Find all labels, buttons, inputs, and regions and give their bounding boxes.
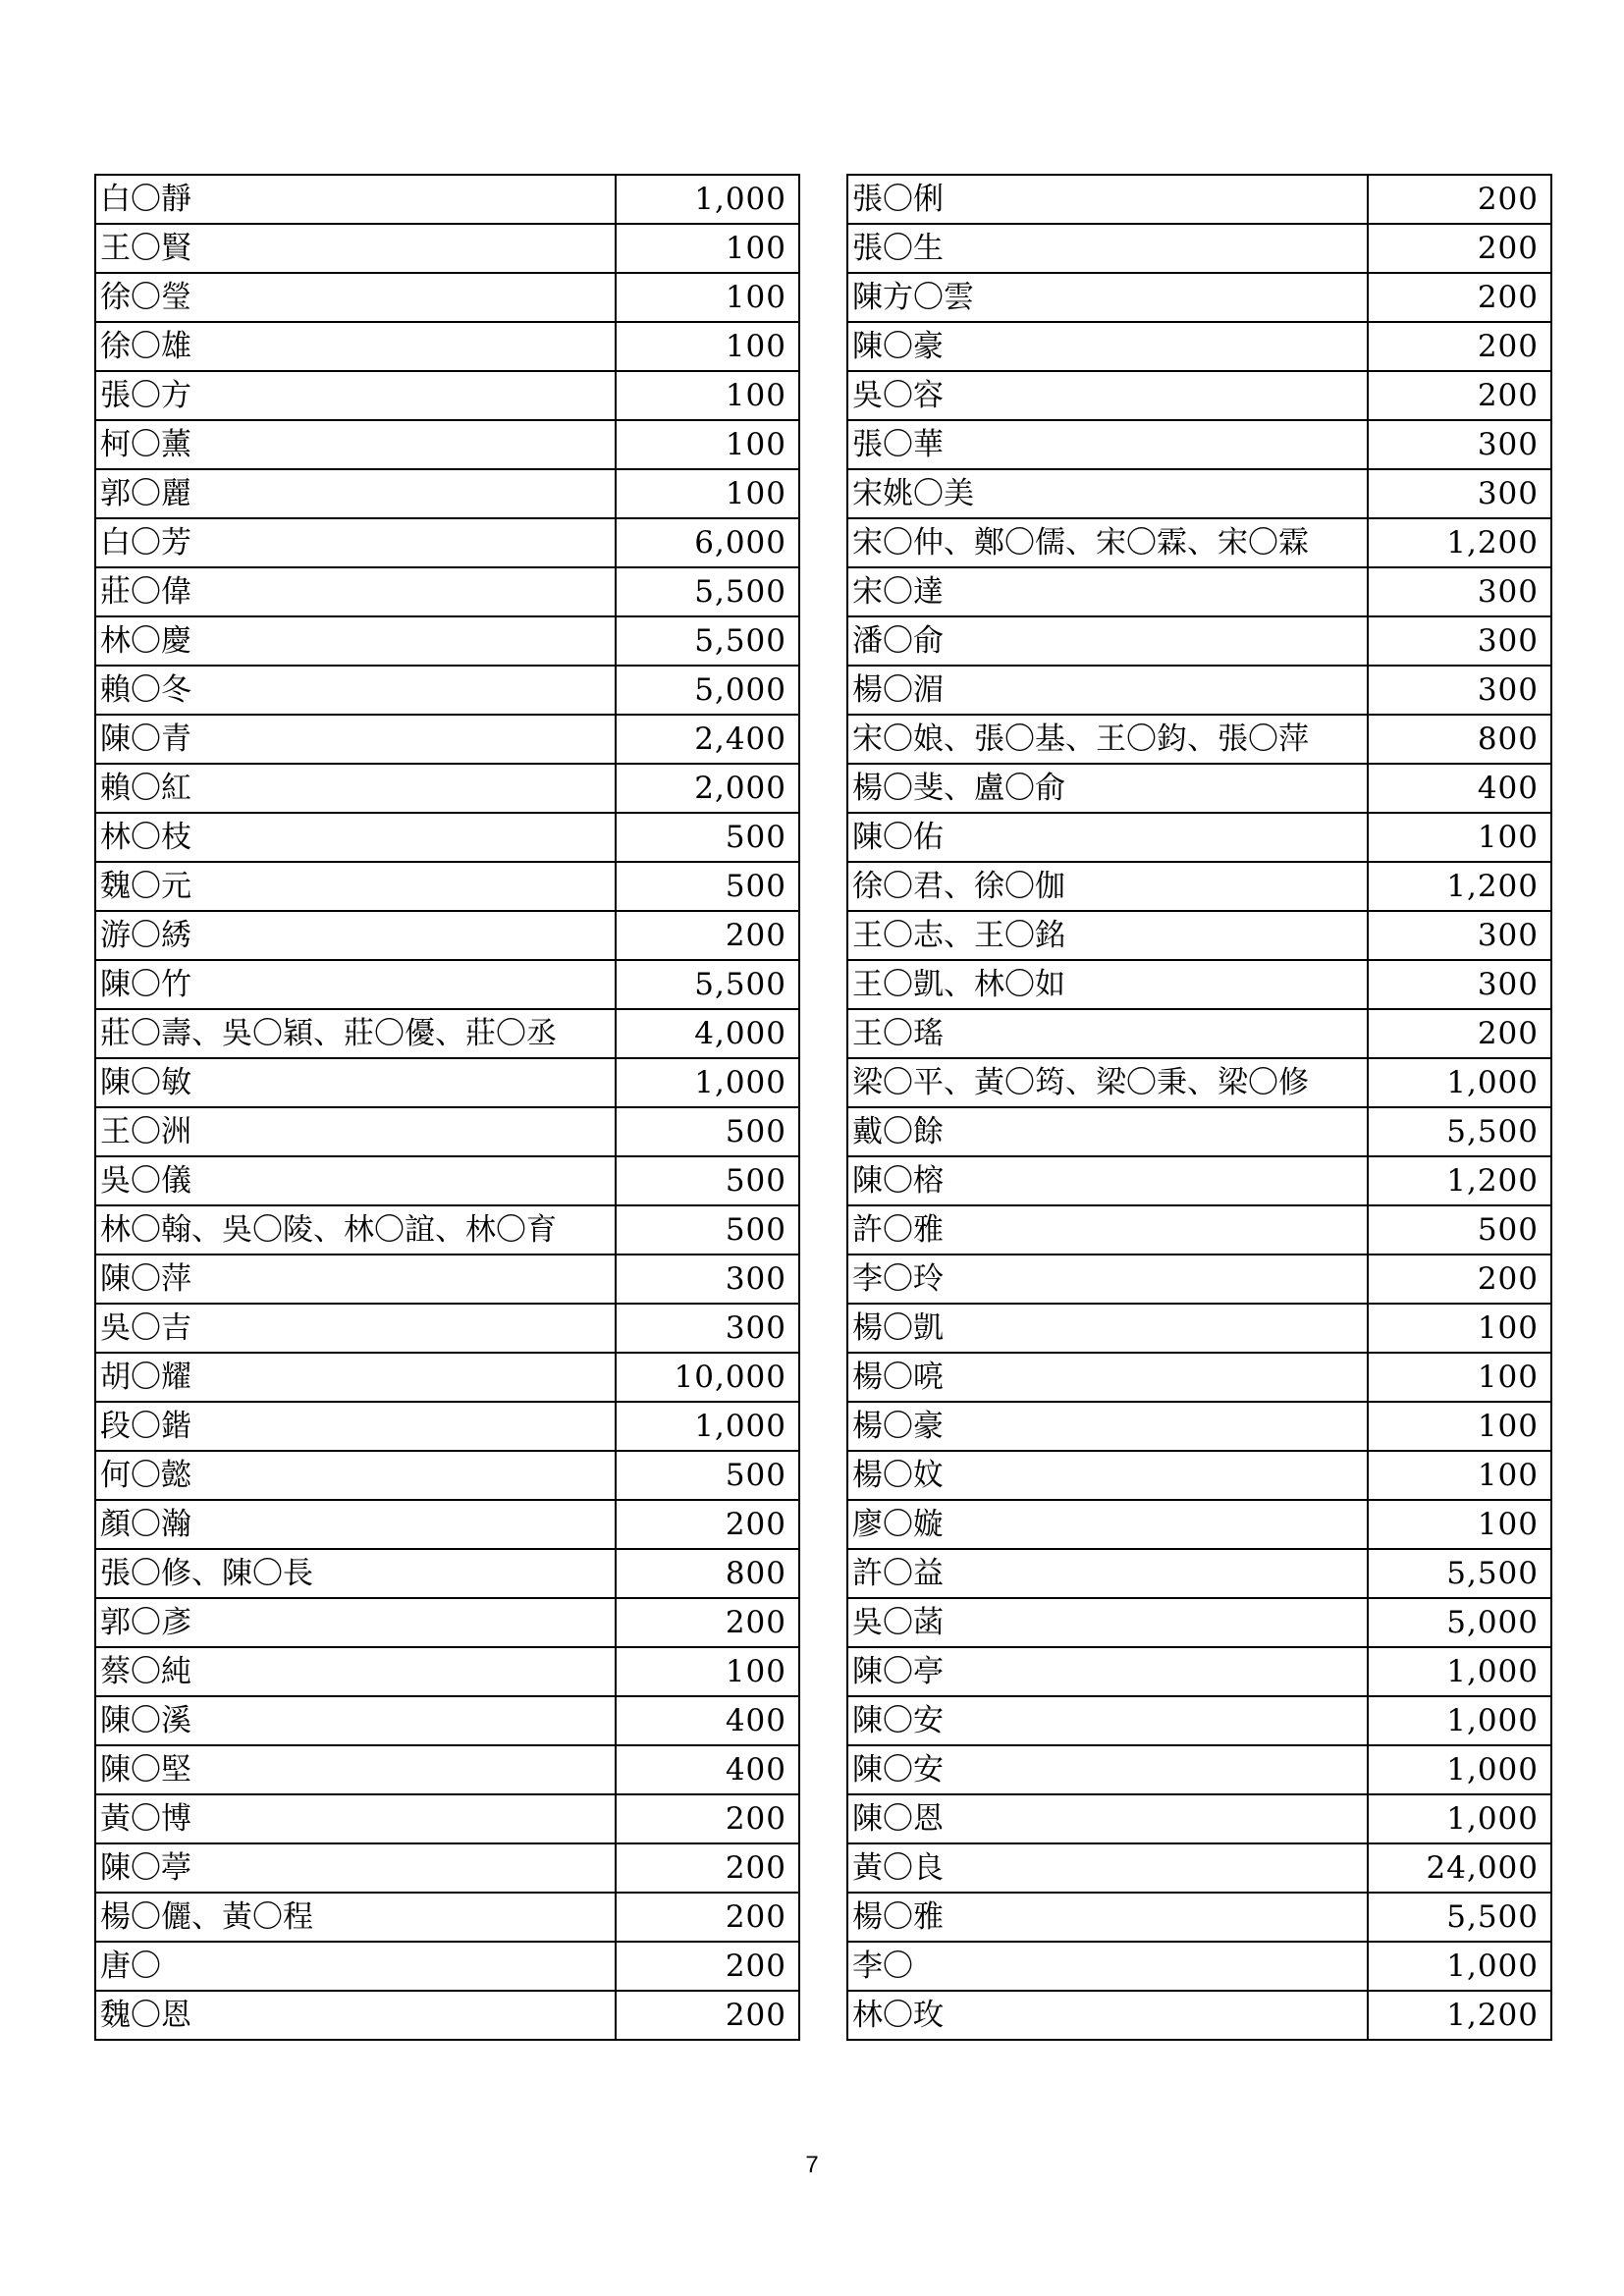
table-row bbox=[847, 1893, 1551, 1942]
donor-name: 徐〇君、徐〇伽 bbox=[847, 862, 1368, 911]
donor-name: 白〇靜 bbox=[95, 175, 616, 224]
donation-amount: 1,000 bbox=[1368, 1058, 1551, 1107]
donor-name: 柯〇薰 bbox=[95, 420, 616, 469]
table-row bbox=[95, 518, 799, 567]
table-row bbox=[95, 862, 799, 911]
table-row bbox=[95, 1353, 799, 1402]
donor-name: 賴〇冬 bbox=[95, 666, 616, 715]
donor-name: 賴〇紅 bbox=[95, 764, 616, 813]
table-row bbox=[95, 175, 799, 224]
donor-name: 王〇凱、林〇如 bbox=[847, 960, 1368, 1009]
donation-amount: 200 bbox=[1368, 224, 1551, 273]
donor-name: 張〇生 bbox=[847, 224, 1368, 273]
table-row bbox=[847, 567, 1551, 616]
donation-amount: 5,000 bbox=[616, 666, 799, 715]
table-row bbox=[847, 175, 1551, 224]
donor-name: 林〇枝 bbox=[95, 813, 616, 862]
donor-name: 廖〇嫙 bbox=[847, 1500, 1368, 1549]
donation-amount: 300 bbox=[1368, 420, 1551, 469]
table-row bbox=[95, 813, 799, 862]
table-row bbox=[847, 960, 1551, 1009]
table-row bbox=[95, 1451, 799, 1500]
donation-amount: 100 bbox=[616, 420, 799, 469]
donation-amount: 500 bbox=[616, 1107, 799, 1156]
table-row bbox=[95, 960, 799, 1009]
donation-amount: 2,400 bbox=[616, 715, 799, 764]
donor-name: 何〇懿 bbox=[95, 1451, 616, 1500]
donation-amount: 100 bbox=[1368, 813, 1551, 862]
page-number: 7 bbox=[805, 2152, 819, 2178]
donor-name: 陳〇堅 bbox=[95, 1745, 616, 1794]
table-row bbox=[95, 666, 799, 715]
donor-name: 蔡〇純 bbox=[95, 1647, 616, 1696]
donation-amount: 300 bbox=[1368, 567, 1551, 616]
donation-amount: 6,000 bbox=[616, 518, 799, 567]
table-row bbox=[95, 1942, 799, 1991]
donation-amount: 200 bbox=[616, 1893, 799, 1942]
donation-amount: 500 bbox=[616, 813, 799, 862]
donation-amount: 300 bbox=[1368, 616, 1551, 666]
donation-amount: 200 bbox=[1368, 273, 1551, 322]
donor-name: 吳〇吉 bbox=[95, 1304, 616, 1353]
table-row bbox=[95, 322, 799, 371]
table-row bbox=[95, 1598, 799, 1647]
donor-name: 張〇修、陳〇長 bbox=[95, 1549, 616, 1598]
table-row bbox=[847, 1942, 1551, 1991]
donor-name: 徐〇雄 bbox=[95, 322, 616, 371]
donation-amount: 200 bbox=[1368, 322, 1551, 371]
table-row bbox=[95, 371, 799, 420]
donation-amount: 1,000 bbox=[1368, 1942, 1551, 1991]
donation-amount: 1,200 bbox=[1368, 862, 1551, 911]
table-row bbox=[847, 1549, 1551, 1598]
table-row bbox=[847, 764, 1551, 813]
table-row bbox=[847, 911, 1551, 960]
donor-name: 陳方〇雲 bbox=[847, 273, 1368, 322]
table-row bbox=[847, 1255, 1551, 1304]
table-row bbox=[95, 616, 799, 666]
donation-amount: 200 bbox=[616, 1843, 799, 1893]
donation-amount: 800 bbox=[1368, 715, 1551, 764]
table-row bbox=[847, 420, 1551, 469]
donor-name: 張〇方 bbox=[95, 371, 616, 420]
donation-amount: 100 bbox=[616, 371, 799, 420]
donation-amount: 500 bbox=[1368, 1205, 1551, 1255]
donation-amount: 5,500 bbox=[1368, 1107, 1551, 1156]
donation-amount: 500 bbox=[616, 1156, 799, 1205]
table-row bbox=[847, 1598, 1551, 1647]
donor-name: 郭〇麗 bbox=[95, 469, 616, 518]
table-row bbox=[95, 567, 799, 616]
donation-amount: 300 bbox=[1368, 469, 1551, 518]
donor-name: 李〇玲 bbox=[847, 1255, 1368, 1304]
donor-name: 唐〇 bbox=[95, 1942, 616, 1991]
donor-name: 陳〇萍 bbox=[95, 1255, 616, 1304]
donor-name: 楊〇雅 bbox=[847, 1893, 1368, 1942]
donor-name: 張〇華 bbox=[847, 420, 1368, 469]
donation-amount: 100 bbox=[616, 322, 799, 371]
donation-amount: 100 bbox=[616, 469, 799, 518]
donor-name: 楊〇斐、盧〇俞 bbox=[847, 764, 1368, 813]
donor-name: 李〇 bbox=[847, 1942, 1368, 1991]
donor-name: 游〇綉 bbox=[95, 911, 616, 960]
donor-name: 魏〇恩 bbox=[95, 1991, 616, 2040]
donor-name: 陳〇安 bbox=[847, 1745, 1368, 1794]
donor-name: 王〇賢 bbox=[95, 224, 616, 273]
table-row bbox=[95, 273, 799, 322]
table-row bbox=[847, 371, 1551, 420]
donor-name: 林〇慶 bbox=[95, 616, 616, 666]
donation-amount: 1,000 bbox=[1368, 1745, 1551, 1794]
donor-name: 顏〇瀚 bbox=[95, 1500, 616, 1549]
table-row bbox=[95, 1107, 799, 1156]
donor-name: 陳〇佑 bbox=[847, 813, 1368, 862]
table-row bbox=[847, 666, 1551, 715]
donor-name: 王〇洲 bbox=[95, 1107, 616, 1156]
donation-amount: 10,000 bbox=[616, 1353, 799, 1402]
table-row bbox=[847, 1304, 1551, 1353]
table-row bbox=[95, 911, 799, 960]
donor-name: 莊〇偉 bbox=[95, 567, 616, 616]
table-row bbox=[847, 518, 1551, 567]
donor-name: 宋姚〇美 bbox=[847, 469, 1368, 518]
donor-name: 胡〇耀 bbox=[95, 1353, 616, 1402]
donor-name: 張〇俐 bbox=[847, 175, 1368, 224]
donation-amount: 100 bbox=[616, 224, 799, 273]
donation-amount: 1,000 bbox=[616, 1402, 799, 1451]
donor-name: 宋〇娘、張〇基、王〇鈞、張〇萍 bbox=[847, 715, 1368, 764]
donation-amount: 400 bbox=[616, 1745, 799, 1794]
table-row bbox=[847, 322, 1551, 371]
donor-name: 陳〇恩 bbox=[847, 1794, 1368, 1843]
donor-name: 陳〇安 bbox=[847, 1696, 1368, 1745]
donor-name: 郭〇彥 bbox=[95, 1598, 616, 1647]
donation-amount: 100 bbox=[616, 1647, 799, 1696]
donor-name: 魏〇元 bbox=[95, 862, 616, 911]
table-row bbox=[95, 1991, 799, 2040]
donation-amount: 400 bbox=[616, 1696, 799, 1745]
table-row bbox=[847, 1402, 1551, 1451]
donation-amount: 300 bbox=[1368, 911, 1551, 960]
donation-amount: 100 bbox=[1368, 1304, 1551, 1353]
table-row bbox=[847, 1500, 1551, 1549]
donor-name: 陳〇竹 bbox=[95, 960, 616, 1009]
donor-table-left bbox=[94, 174, 800, 2041]
table-row bbox=[847, 224, 1551, 273]
donation-amount: 200 bbox=[1368, 175, 1551, 224]
donor-name: 宋〇仲、鄭〇儒、宋〇霖、宋〇霖 bbox=[847, 518, 1368, 567]
donor-table-right bbox=[846, 174, 1552, 2041]
donation-amount: 100 bbox=[1368, 1353, 1551, 1402]
table-row bbox=[95, 1696, 799, 1745]
table-row bbox=[847, 862, 1551, 911]
donation-amount: 1,000 bbox=[1368, 1647, 1551, 1696]
table-row bbox=[95, 764, 799, 813]
donor-name: 許〇雅 bbox=[847, 1205, 1368, 1255]
donation-amount: 300 bbox=[1368, 960, 1551, 1009]
donor-name: 黃〇良 bbox=[847, 1843, 1368, 1893]
table-row bbox=[847, 1205, 1551, 1255]
donor-name: 楊〇豪 bbox=[847, 1402, 1368, 1451]
donation-amount: 500 bbox=[616, 1451, 799, 1500]
donor-name: 宋〇達 bbox=[847, 567, 1368, 616]
donation-amount: 200 bbox=[1368, 371, 1551, 420]
donor-name: 吳〇儀 bbox=[95, 1156, 616, 1205]
table-row bbox=[95, 1647, 799, 1696]
table-row bbox=[847, 813, 1551, 862]
donation-amount: 200 bbox=[1368, 1009, 1551, 1058]
donation-amount: 1,000 bbox=[1368, 1696, 1551, 1745]
table-row bbox=[95, 1304, 799, 1353]
table-row bbox=[95, 715, 799, 764]
table-row bbox=[95, 1843, 799, 1893]
donation-amount: 5,500 bbox=[1368, 1893, 1551, 1942]
table-row bbox=[95, 1009, 799, 1058]
donor-name: 楊〇儷、黃〇程 bbox=[95, 1893, 616, 1942]
donor-name: 白〇芳 bbox=[95, 518, 616, 567]
donor-name: 戴〇餘 bbox=[847, 1107, 1368, 1156]
table-row bbox=[95, 224, 799, 273]
donation-amount: 200 bbox=[616, 1598, 799, 1647]
table-row bbox=[847, 273, 1551, 322]
table-row bbox=[847, 1156, 1551, 1205]
donor-name: 陳〇青 bbox=[95, 715, 616, 764]
donation-amount: 800 bbox=[616, 1549, 799, 1598]
donor-name: 梁〇平、黃〇筠、梁〇秉、梁〇修 bbox=[847, 1058, 1368, 1107]
donation-amount: 200 bbox=[616, 911, 799, 960]
donation-amount: 200 bbox=[616, 1942, 799, 1991]
donor-name: 林〇玫 bbox=[847, 1991, 1368, 2040]
donation-amount: 100 bbox=[616, 273, 799, 322]
table-row bbox=[847, 1451, 1551, 1500]
donation-amount: 1,200 bbox=[1368, 1991, 1551, 2040]
donation-amount: 1,000 bbox=[1368, 1794, 1551, 1843]
donation-amount: 100 bbox=[1368, 1451, 1551, 1500]
donation-amount: 200 bbox=[616, 1991, 799, 2040]
table-row bbox=[95, 1500, 799, 1549]
donation-amount: 1,000 bbox=[616, 1058, 799, 1107]
table-row bbox=[847, 1058, 1551, 1107]
donor-name: 黃〇博 bbox=[95, 1794, 616, 1843]
donor-name: 陳〇亭 bbox=[847, 1647, 1368, 1696]
donor-name: 莊〇壽、吳〇穎、莊〇優、莊〇丞 bbox=[95, 1009, 616, 1058]
donor-name: 陳〇豪 bbox=[847, 322, 1368, 371]
donation-amount: 5,500 bbox=[616, 616, 799, 666]
table-row bbox=[847, 715, 1551, 764]
table-row bbox=[95, 1402, 799, 1451]
table-row bbox=[847, 1696, 1551, 1745]
donation-amount: 1,200 bbox=[1368, 1156, 1551, 1205]
table-row bbox=[847, 1647, 1551, 1696]
table-row bbox=[95, 1794, 799, 1843]
donor-name: 王〇瑤 bbox=[847, 1009, 1368, 1058]
donation-amount: 300 bbox=[616, 1304, 799, 1353]
donor-name: 楊〇湄 bbox=[847, 666, 1368, 715]
table-row bbox=[95, 1745, 799, 1794]
table-row bbox=[847, 1745, 1551, 1794]
donation-amount: 24,000 bbox=[1368, 1843, 1551, 1893]
donation-amount: 5,500 bbox=[616, 960, 799, 1009]
donor-name: 潘〇俞 bbox=[847, 616, 1368, 666]
table-row bbox=[95, 420, 799, 469]
table-row bbox=[95, 1893, 799, 1942]
donor-name: 徐〇瑩 bbox=[95, 273, 616, 322]
donor-name: 陳〇溪 bbox=[95, 1696, 616, 1745]
table-row bbox=[95, 469, 799, 518]
donation-amount: 1,000 bbox=[616, 175, 799, 224]
donor-name: 許〇益 bbox=[847, 1549, 1368, 1598]
table-row bbox=[847, 1843, 1551, 1893]
donation-amount: 400 bbox=[1368, 764, 1551, 813]
donor-name: 楊〇喨 bbox=[847, 1353, 1368, 1402]
donor-name: 楊〇凱 bbox=[847, 1304, 1368, 1353]
donation-amount: 5,500 bbox=[616, 567, 799, 616]
donation-amount: 300 bbox=[616, 1255, 799, 1304]
donor-name: 王〇志、王〇銘 bbox=[847, 911, 1368, 960]
donation-amount: 200 bbox=[1368, 1255, 1551, 1304]
donation-amount: 4,000 bbox=[616, 1009, 799, 1058]
table-row bbox=[95, 1205, 799, 1255]
donation-amount: 100 bbox=[1368, 1402, 1551, 1451]
donor-name: 陳〇敏 bbox=[95, 1058, 616, 1107]
donor-name: 陳〇葶 bbox=[95, 1843, 616, 1893]
donor-name: 楊〇妏 bbox=[847, 1451, 1368, 1500]
donation-amount: 200 bbox=[616, 1794, 799, 1843]
table-row bbox=[847, 1009, 1551, 1058]
donation-amount: 200 bbox=[616, 1500, 799, 1549]
donor-name: 陳〇榕 bbox=[847, 1156, 1368, 1205]
table-row bbox=[847, 1991, 1551, 2040]
donor-name: 林〇翰、吳〇陵、林〇誼、林〇育 bbox=[95, 1205, 616, 1255]
donor-name: 段〇鍇 bbox=[95, 1402, 616, 1451]
donation-amount: 500 bbox=[616, 862, 799, 911]
donation-amount: 500 bbox=[616, 1205, 799, 1255]
table-row bbox=[847, 469, 1551, 518]
table-row bbox=[847, 1794, 1551, 1843]
donation-amount: 5,500 bbox=[1368, 1549, 1551, 1598]
donation-amount: 5,000 bbox=[1368, 1598, 1551, 1647]
table-row bbox=[95, 1255, 799, 1304]
donation-amount: 300 bbox=[1368, 666, 1551, 715]
table-row bbox=[847, 616, 1551, 666]
donor-name: 吳〇容 bbox=[847, 371, 1368, 420]
donation-amount: 100 bbox=[1368, 1500, 1551, 1549]
donor-name: 吳〇菡 bbox=[847, 1598, 1368, 1647]
table-row bbox=[847, 1353, 1551, 1402]
table-row bbox=[95, 1549, 799, 1598]
table-row bbox=[95, 1156, 799, 1205]
table-row bbox=[95, 1058, 799, 1107]
donation-amount: 2,000 bbox=[616, 764, 799, 813]
table-row bbox=[847, 1107, 1551, 1156]
donation-amount: 1,200 bbox=[1368, 518, 1551, 567]
